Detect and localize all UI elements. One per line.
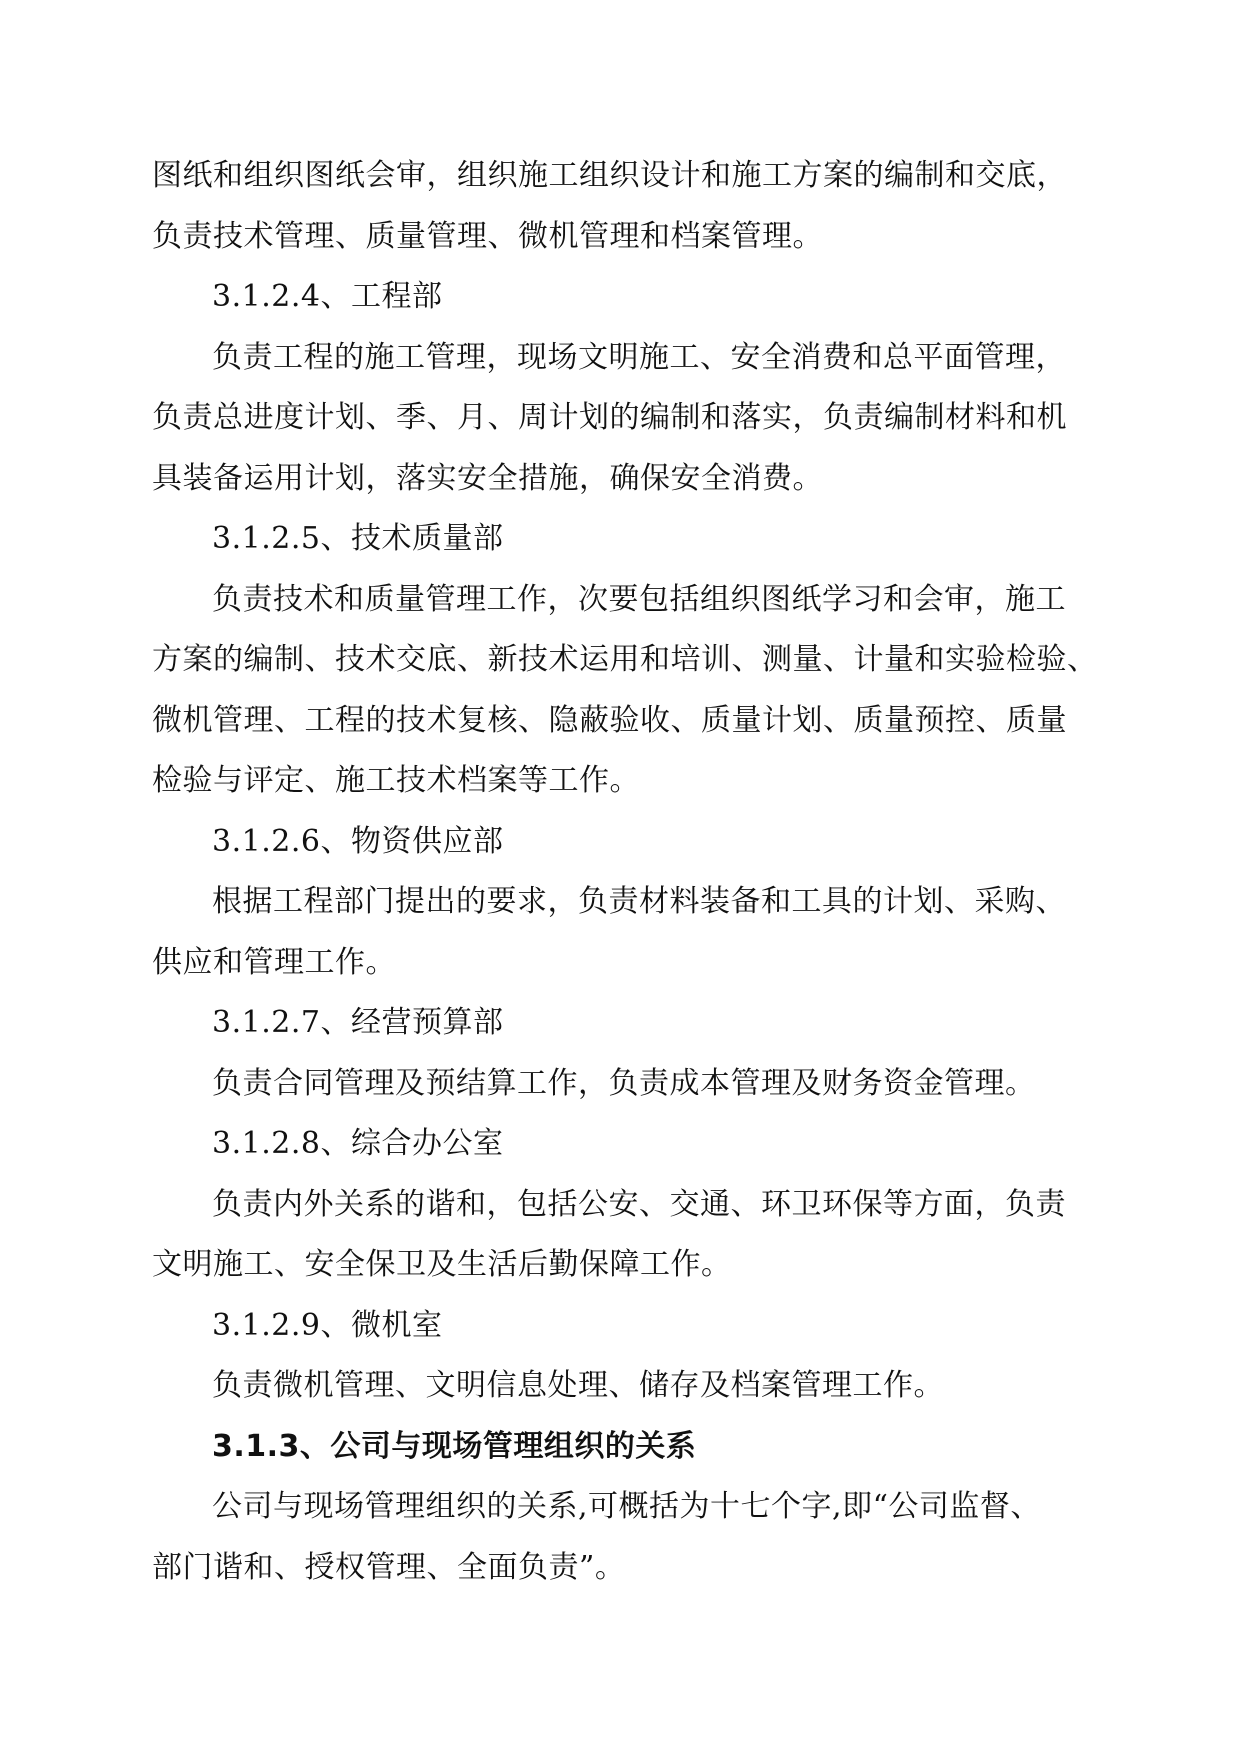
body-text-line: 负责内外关系的谐和，包括公安、交通、环卫环保等方面，负责	[212, 1186, 1066, 1222]
body-text-line: 负责技术和质量管理工作，次要包括组织图纸学习和会审，施工	[212, 581, 1066, 617]
body-text-line: 负责工程的施工管理，现场文明施工、安全消费和总平面管理，	[212, 339, 1066, 375]
section-heading-3-1-3: 3.1.3、公司与现场管理组织的关系	[212, 1428, 697, 1464]
section-heading-3-1-2-4: 3.1.2.4、工程部	[212, 279, 443, 314]
body-text-line: 负责微机管理、文明信息处理、储存及档案管理工作。	[212, 1368, 944, 1403]
section-heading-3-1-2-9: 3.1.2.9、微机室	[212, 1307, 443, 1343]
body-text-line: 检验与评定、施工技术档案等工作。	[152, 763, 640, 798]
body-text-line: 方案的编制、技术交底、新技术运用和培训、测量、计量和实验检验、	[152, 642, 1098, 677]
body-text-line: 供应和管理工作。	[152, 944, 396, 980]
body-text-line: 根据工程部门提出的要求，负责材料装备和工具的计划、采购、	[212, 884, 1066, 919]
body-text-line: 部门谐和、授权管理、全面负责”。	[152, 1549, 626, 1585]
document-body	[152, 146, 1098, 1598]
body-text-line: 公司与现场管理组织的关系,可概括为十七个字,即“公司监督、	[212, 1489, 1041, 1524]
body-text-line: 负责技术管理、质量管理、微机管理和档案管理。	[152, 218, 823, 254]
body-text-line: 具装备运用计划，落实安全措施，确保安全消费。	[152, 460, 823, 496]
section-heading-3-1-2-6: 3.1.2.6、物资供应部	[212, 823, 504, 859]
body-text-line: 文明施工、安全保卫及生活后勤保障工作。	[152, 1247, 732, 1282]
section-heading-3-1-2-8: 3.1.2.8、综合办公室	[212, 1126, 504, 1161]
section-heading-3-1-2-5: 3.1.2.5、技术质量部	[212, 521, 504, 556]
body-text-line: 微机管理、工程的技术复核、隐蔽验收、质量计划、质量预控、质量	[152, 702, 1067, 738]
body-text-line: 负责总进度计划、季、月、周计划的编制和落实，负责编制材料和机	[152, 400, 1067, 435]
body-text-line: 图纸和组织图纸会审，组织施工组织设计和施工方案的编制和交底，	[152, 158, 1067, 193]
section-heading-3-1-2-7: 3.1.2.7、经营预算部	[212, 1005, 504, 1040]
body-text-line: 负责合同管理及预结算工作，负责成本管理及财务资金管理。	[212, 1065, 1036, 1101]
